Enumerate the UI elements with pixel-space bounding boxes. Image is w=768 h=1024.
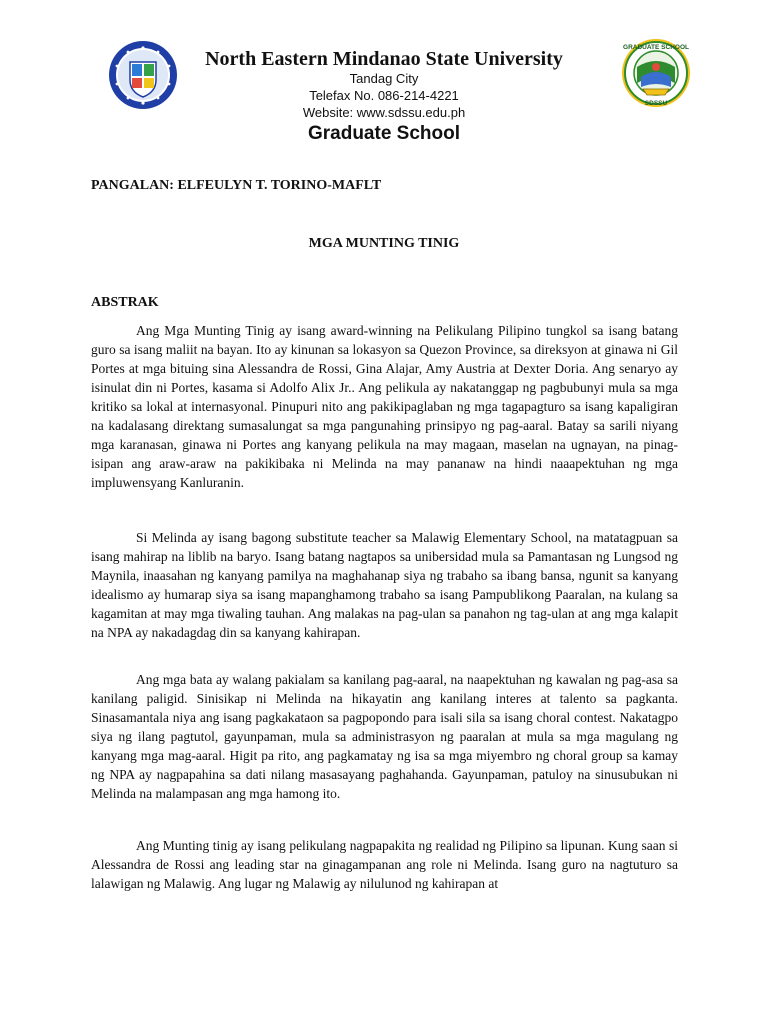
document-title: MGA MUNTING TINIG xyxy=(308,236,460,251)
paragraph: Ang Munting tinig ay isang pelikulang nagpapakita ng realidad ng Pilipino sa lipunan. Kung saan si Alessandra de Rossi ang leading star na ginagampanan ang role ni Melinda. Isang guro na nagtuturo sa lalawigan ng Malawig. Ang lugar ng Malawig ay nilulunod ng kahirapan at xyxy=(91,838,678,891)
graduate-school-heading: Graduate School xyxy=(307,123,461,144)
graduate-school-seal-logo xyxy=(621,37,691,109)
website-line: Website: www.sdssu.edu.ph xyxy=(302,105,466,120)
paragraph: Si Melinda ay isang bagong substitute teacher sa Malawig Elementary School, na matatagpuan sa isang mahirap na liblib na baryo. Isang batang nagtapos sa unibersidad mula sa Pamantasan ng Lungsod ng Maynila, inaasahan ng kanyang pamilya na maghahanap siya ng trabaho sa ibang bansa, ngunit sa kanyang idealismo ay humarap siya sa isang mapanghamong trabaho sa isang Pampublikong Paaralan, na kulang sa kagamitan at may mga tiwaling tauhan. Ang malakas na pag-ulan sa panahon ng tag-ulan at ang mga kalapit na NPA ay nakadagdag din sa kanyang kahirapan. xyxy=(91,530,678,640)
graduate-school-seal-top-text: GRADUATE SCHOOL xyxy=(623,44,689,51)
graduate-school-seal-bottom-text: SDSSU xyxy=(644,100,668,107)
section-heading: ABSTRAK xyxy=(91,295,159,310)
university-name: North Eastern Mindanao State University xyxy=(205,48,563,70)
author-name-line: PANGALAN: ELFEULYN T. TORINO-MAFLT xyxy=(91,178,382,193)
paragraph: Ang mga bata ay walang pakialam sa kanilang pag-aaral, na naapektuhan ng kawalan ng pag-asa sa kanilang paligid. Sinisikap ni Melinda na hikayatin ang kanilang interes at talento sa pagkanta. Sinasamantala niya ang isang pagkakataon sa pagpopondo para isali sila sa isang choral contest. Nakatagpo siya ng ilang pagtutol, gayunpaman, mula sa administrasyon ng paaralan at mula sa mga magulang ng kanyang mga mag-aaral. Higit pa rito, ang pagkamatay ng isa sa mga miyembro ng choral group sa kamay ng NPA ay nagpapahina sa dati nilang masasayang paghahanda. Gayunpaman, patuloy na sinusubukan ni Melinda na malampasan ang mga hamong ito. xyxy=(91,672,678,801)
telefax-line: Telefax No. 086-214-4221 xyxy=(309,88,459,103)
paragraph: Ang Mga Munting Tinig ay isang award-winning na Pelikulang Pilipino tungkol sa isang batang guro sa isang maliit na bayan. Ito ay kinunan sa lokasyon sa Quezon Province, sa direksyon at ginawa ni Gil Portes at mga bituing sina Alessandra de Rossi, Gina Alajar, Amy Austria at Dexter Doria. Ang senaryo ay isinulat din ni Portes, kasama si Adolfo Alix Jr.. Ang pelikula ay nakatanggap ng pagbubunyi mula sa mga kritiko sa lokal at internasyonal. Pinupuri nito ang pakikipaglaban ng mga tagapagturo sa isang kapaligiran na kadalasang direktang sumasalungat sa mga pangunahing prinsipyo ng pag-aaral. Batay sa sarili niyang mga karanasan, ginawa ni Portes ang kanyang pelikula na may magaan, maselan na ugnayan, na pinag-isipan ang araw-araw na pakikibaka ni Melinda na may pananaw na hindi naaapektuhan ng mga impluwensyang Kanluranin. xyxy=(91,323,678,490)
university-seal-logo xyxy=(108,40,178,110)
city-line: Tandag City xyxy=(349,71,419,86)
